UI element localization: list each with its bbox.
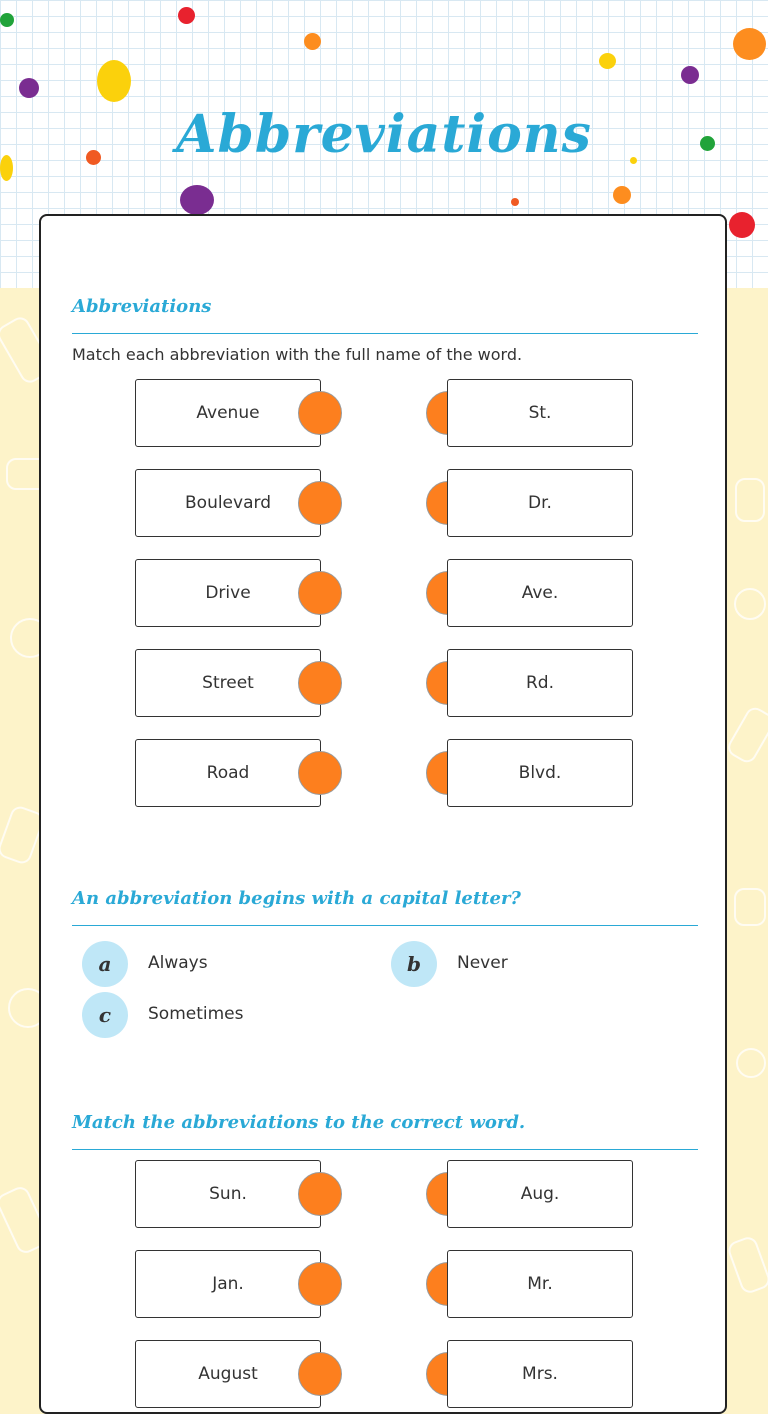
match-right-item[interactable]: Rd.	[447, 649, 633, 717]
match-left-item[interactable]: Avenue	[135, 379, 321, 447]
paint-splat	[729, 212, 755, 238]
paint-splat	[511, 198, 519, 206]
page-title: Abbreviations	[176, 104, 592, 165]
letter-doodle	[734, 888, 766, 926]
match-right-item[interactable]: Mrs.	[447, 1340, 633, 1408]
match-right-item[interactable]: Ave.	[447, 559, 633, 627]
paint-splat	[19, 78, 39, 98]
match-connector-dot[interactable]	[298, 1172, 342, 1216]
match-left-item[interactable]: Road	[135, 739, 321, 807]
match-left-item[interactable]: Jan.	[135, 1250, 321, 1318]
match-right-item[interactable]: Mr.	[447, 1250, 633, 1318]
match-left-item[interactable]: August	[135, 1340, 321, 1408]
match-right-item[interactable]: Aug.	[447, 1160, 633, 1228]
section-divider	[72, 333, 698, 334]
option-a-text[interactable]: Always	[148, 953, 208, 973]
match-left-item[interactable]: Street	[135, 649, 321, 717]
match-left-item[interactable]: Drive	[135, 559, 321, 627]
pencil-doodle	[726, 1234, 768, 1295]
instruction-text: Match each abbreviation with the full name of the word.	[72, 345, 523, 364]
question-title: An abbreviation begins with a capital letter?	[72, 888, 521, 909]
match-connector-dot[interactable]	[298, 481, 342, 525]
letter-doodle	[736, 1048, 766, 1078]
paint-splat	[178, 7, 195, 24]
match-left-item[interactable]: Boulevard	[135, 469, 321, 537]
paint-splat	[0, 13, 14, 27]
option-b-text[interactable]: Never	[457, 953, 508, 973]
match-connector-dot[interactable]	[298, 1262, 342, 1306]
section-divider	[72, 925, 698, 926]
option-c-text[interactable]: Sometimes	[148, 1004, 244, 1024]
match-connector-dot[interactable]	[298, 391, 342, 435]
paint-splat	[681, 66, 699, 84]
paint-splat	[180, 185, 214, 215]
pencil-doodle	[725, 704, 768, 766]
worksheet-card	[39, 214, 727, 1414]
letter-doodle	[734, 588, 766, 620]
match-right-item[interactable]: Blvd.	[447, 739, 633, 807]
letter-doodle	[735, 478, 765, 522]
match-left-item[interactable]: Sun.	[135, 1160, 321, 1228]
match-connector-dot[interactable]	[298, 571, 342, 615]
match-connector-dot[interactable]	[298, 1352, 342, 1396]
paint-splat	[599, 53, 616, 69]
paint-splat	[97, 60, 131, 102]
section-title: Match the abbreviations to the correct word.	[72, 1112, 526, 1133]
match-connector-dot[interactable]	[298, 661, 342, 705]
match-connector-dot[interactable]	[298, 751, 342, 795]
option-a-badge[interactable]: a	[82, 941, 128, 987]
section-title: Abbreviations	[72, 296, 212, 317]
paint-splat	[304, 33, 321, 50]
paint-splat	[613, 186, 631, 204]
match-right-item[interactable]: Dr.	[447, 469, 633, 537]
section-divider	[72, 1149, 698, 1150]
match-right-item[interactable]: St.	[447, 379, 633, 447]
paint-splat	[733, 28, 766, 60]
option-c-badge[interactable]: c	[82, 992, 128, 1038]
option-b-badge[interactable]: b	[391, 941, 437, 987]
